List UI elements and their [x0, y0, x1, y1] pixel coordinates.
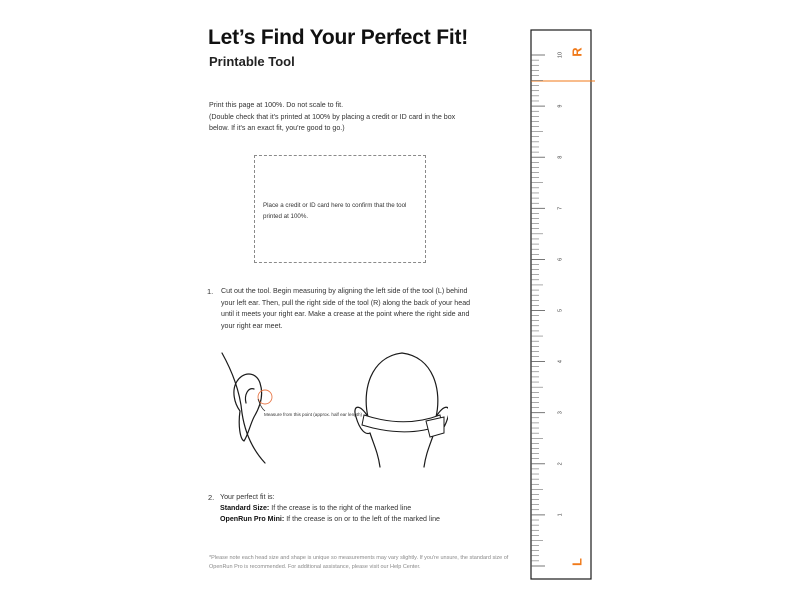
ruler-number: 4 [557, 360, 564, 364]
fit-intro: Your perfect fit is: [220, 493, 275, 501]
ruler-right-label: R [569, 47, 585, 57]
step-2-number: 2. [208, 493, 215, 502]
step-1-text: Cut out the tool. Begin measuring by aligning the left side of the tool (L) behind your left ear. Then, pull the right side of the tool (R) along the back of your head until it meets your right ear. Make a crease at the point where the right side and your right ear meet. [221, 287, 471, 330]
mini-size-text: If the crease is on or to the left of the marked line [284, 515, 440, 524]
card-check-text: Place a credit or ID card here to confirm that the tool printed at 100%. [263, 202, 407, 220]
ruler-number: 2 [557, 462, 564, 466]
measuring-illustration [218, 345, 448, 475]
step-2-text [220, 492, 500, 526]
page-title: Let’s Find Your Perfect Fit! [208, 26, 469, 49]
mini-size-label: OpenRun Pro Mini: [220, 515, 285, 524]
step-1-number: 1. [207, 287, 214, 296]
mini-size-line [220, 514, 500, 525]
ruler-number: 10 [557, 51, 564, 59]
ruler-ticks [531, 55, 545, 566]
standard-size-text: If the crease is to the right of the marked line [269, 504, 412, 513]
print-instructions [209, 100, 469, 135]
ruler-number: 7 [557, 206, 564, 210]
ruler-left-label: L [569, 558, 585, 566]
measure-point-marker [258, 390, 272, 404]
standard-size-line [220, 503, 500, 514]
ruler-outline [531, 30, 591, 579]
measuring-tape-drawing [362, 415, 444, 437]
ruler-number: 9 [557, 104, 564, 108]
ruler-number: 8 [557, 155, 564, 159]
standard-size-label: Standard Size: [220, 504, 270, 513]
footnote: *Please note each head size and shape is unique so measurements may vary slightly. If you're unsure, the standard size of OpenRun Pro is recommended. For additional assistance, please visit our Help Center. [209, 555, 509, 570]
print-instruction-note: (Double check that it's printed at 100% by placing a credit or ID card in the box below. If it's an exact fit, you're good to go.) [209, 112, 456, 132]
back-of-head-drawing [355, 353, 448, 467]
measure-point-note: Measure from this point (approx. half ear length) [264, 412, 363, 417]
page-subtitle: Printable Tool [209, 54, 295, 69]
ruler-number: 1 [557, 513, 564, 517]
ruler-number: 6 [557, 257, 564, 261]
side-profile-drawing [222, 353, 265, 463]
print-instruction-line: Print this page at 100%. Do not scale to fit. [209, 101, 344, 109]
ruler-tool [529, 29, 597, 581]
ruler-number: 3 [557, 411, 564, 415]
card-check-box [254, 155, 426, 263]
ruler-number: 5 [557, 308, 564, 313]
